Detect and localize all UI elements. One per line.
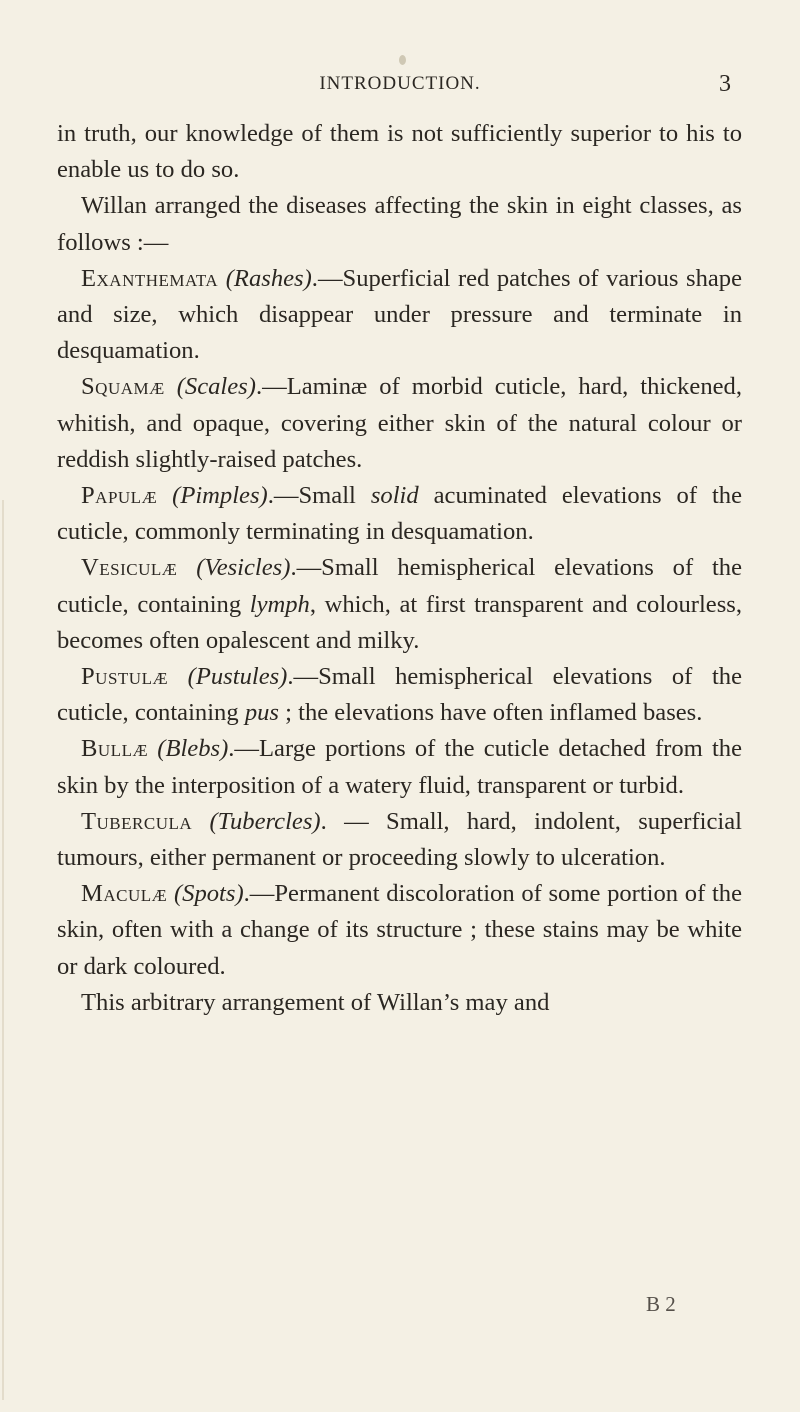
entry-description: .—Permanent discoloration of some portion of the skin, often with a change of its structure ; these stains may be white or dark coloured.	[57, 880, 742, 980]
entry-gloss: (Scales)	[176, 373, 256, 401]
entry-gloss: (Pustules)	[187, 663, 288, 691]
entry-description: .—Small hemispherical elevations of the cuticle, containing	[57, 554, 742, 618]
entry-gloss: (Vesicles)	[196, 554, 291, 582]
entry-bullae	[57, 731, 742, 803]
entry-emphasis: solid	[370, 482, 419, 510]
entry-emphasis: pus	[244, 699, 279, 727]
entry-vesiculae	[57, 550, 742, 659]
entry-description-end: ; the elevations have often inflamed bases.	[278, 699, 703, 727]
entry-gloss: (Blebs)	[157, 735, 229, 763]
ink-spot	[399, 55, 406, 65]
paragraph-continuation: in truth, our knowledge of them is not sufficiently superior to his to enable us to do so.	[57, 120, 742, 184]
entry-gloss: (Tubercles)	[209, 807, 321, 835]
entry-gloss: (Pimples)	[172, 482, 268, 510]
entry-tubercula	[57, 804, 742, 876]
entry-description: .—Large portions of the cuticle detached from the skin by the interposition of a watery fluid, transparent or turbid.	[57, 735, 742, 799]
entry-papulae	[57, 478, 742, 550]
body-text	[57, 116, 742, 1021]
entry-term: Papulæ	[81, 482, 158, 510]
entry-description: .—Small	[267, 482, 371, 510]
entry-description: .—Small hemispherical elevations of the cuticle, containing	[57, 663, 742, 727]
page-number: 3	[719, 71, 731, 97]
signature-mark: B 2	[646, 1292, 676, 1316]
entry-exanthemata	[57, 261, 742, 370]
entry-description-end: , which, at first transparent and colourless, becomes often opalescent and milky.	[57, 590, 742, 654]
entry-gloss: (Spots)	[173, 880, 244, 908]
entry-emphasis: lymph	[249, 590, 310, 618]
entry-term: Squamæ	[81, 373, 165, 401]
running-head	[0, 73, 800, 103]
entry-term: Bullæ	[81, 735, 149, 763]
entry-description: .—Laminæ of morbid cuticle, hard, thickened, whitish, and opaque, covering either skin of the natural colour or reddish slightly-raised patches.	[57, 373, 742, 473]
paragraph-classification-intro: Willan arranged the diseases affecting the skin in eight classes, as follows :—	[57, 192, 742, 256]
entry-term: Tubercula	[81, 807, 193, 835]
entry-gloss: (Rashes)	[225, 264, 312, 292]
entry-pustulae	[57, 659, 742, 731]
entry-term: Vesiculæ	[81, 554, 178, 582]
entry-description: .—Superficial red patches of various shape and size, which disappear under pressure and terminate in desquamation.	[57, 264, 742, 365]
running-title: INTRODUCTION.	[319, 73, 481, 94]
entry-term: Pustulæ	[81, 663, 169, 691]
entry-squamae	[57, 369, 742, 478]
entry-description: . — Small, hard, indolent, superficial tumours, either permanent or proceeding slowly to ulceration.	[57, 807, 742, 872]
entry-description-end: acuminated elevations of the cuticle, commonly terminating in desquamation.	[57, 482, 743, 546]
entry-maculae	[57, 876, 742, 985]
page-edge-shadow	[2, 500, 4, 1400]
paragraph-closing: This arbitrary arrangement of Willan’s may and	[81, 988, 550, 1016]
entry-term: Maculæ	[81, 880, 168, 908]
entry-term: Exanthemata	[81, 264, 219, 292]
